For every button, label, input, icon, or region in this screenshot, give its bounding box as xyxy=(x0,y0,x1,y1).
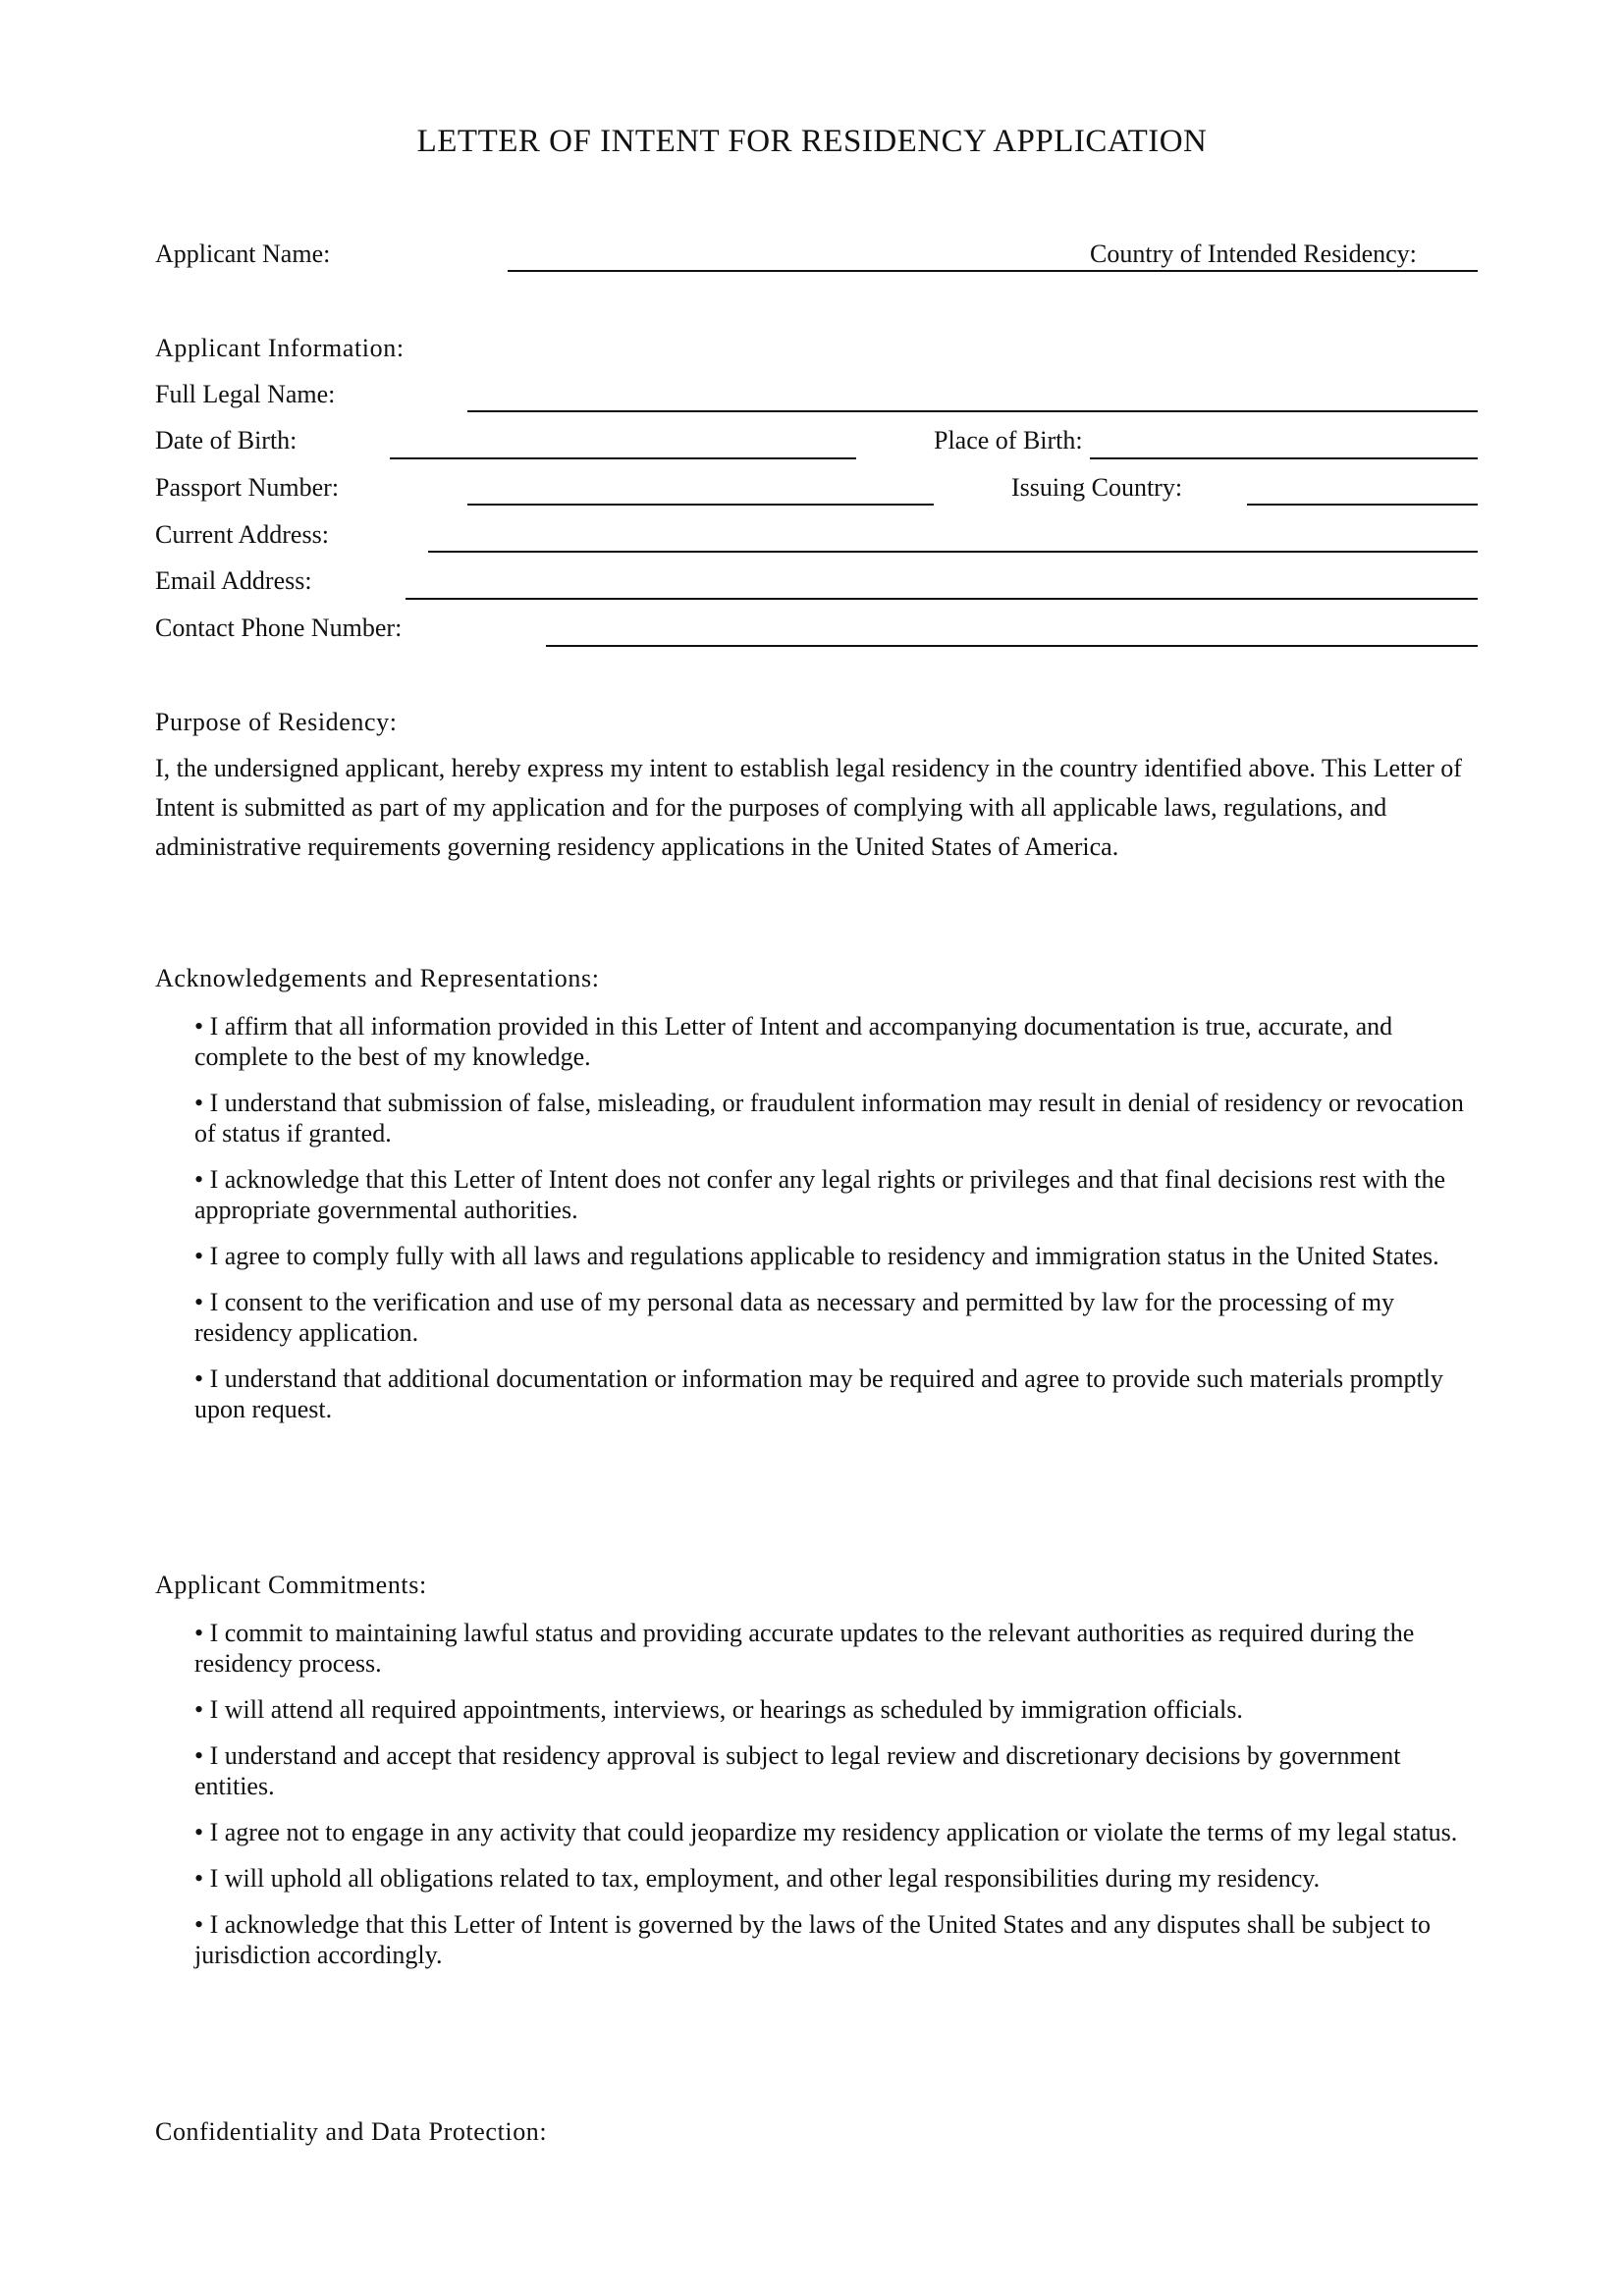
list-item: • I consent to the verification and use of my personal data as necessary and permitted by law for the processing of my residency application. xyxy=(194,1288,1395,1347)
passport-number-label: Passport Number: xyxy=(155,473,340,502)
list-item: • I understand and accept that residency approval is subject to legal review and discretionary decisions by government entities. xyxy=(194,1741,1401,1800)
commitments-heading: Applicant Commitments: xyxy=(155,1571,427,1599)
full-legal-name-label: Full Legal Name: xyxy=(155,380,336,408)
full-legal-name-field[interactable] xyxy=(467,410,1478,412)
commitments-list xyxy=(194,1618,1483,1986)
list-item: • I agree not to engage in any activity that could jeopardize my residency application or violate the terms of my legal status. xyxy=(194,1818,1458,1846)
place-of-birth-label: Place of Birth: xyxy=(934,426,1083,454)
country-of-residency-label: Country of Intended Residency: xyxy=(1090,240,1421,269)
place-of-birth-field[interactable] xyxy=(1090,457,1478,459)
list-item: • I affirm that all information provided in this Letter of Intent and accompanying documentation is true, accurate, and complete to the best of my knowledge. xyxy=(194,1012,1393,1071)
confidentiality-heading: Confidentiality and Data Protection: xyxy=(155,2117,548,2146)
purpose-heading: Purpose of Residency: xyxy=(155,708,398,736)
passport-number-field[interactable] xyxy=(467,504,934,506)
applicant-info-heading: Applicant Information: xyxy=(155,334,405,362)
purpose-paragraph: I, the undersigned applicant, hereby express my intent to establish legal residency in the country identified above. This Letter of Intent is submitted as part of my application and for the purposes of complying with all applicable laws, regulations, and administrative requirements governing residency applications in the United States of America. xyxy=(155,754,1462,861)
list-item: • I commit to maintaining lawful status and providing accurate updates to the relevant authorities as required during the residency process. xyxy=(194,1619,1415,1678)
issuing-country-label: Issuing Country: xyxy=(1011,473,1183,502)
list-item: • I acknowledge that this Letter of Intent is governed by the laws of the United States and any disputes shall be subject to jurisdiction accordingly. xyxy=(194,1910,1431,1969)
list-item: • I understand that additional documentation or information may be required and agree to provide such materials promptly upon request. xyxy=(194,1364,1443,1423)
date-of-birth-label: Date of Birth: xyxy=(155,426,298,454)
page-title: LETTER OF INTENT FOR RESIDENCY APPLICATION xyxy=(416,124,1208,159)
applicant-name-label: Applicant Name: xyxy=(155,240,331,268)
acknowledgements-list xyxy=(194,1011,1483,1440)
date-of-birth-field[interactable] xyxy=(390,457,856,459)
acknowledgements-heading: Acknowledgements and Representations: xyxy=(155,964,600,992)
issuing-country-field[interactable] xyxy=(1247,504,1478,506)
applicant-name-field[interactable] xyxy=(508,270,1478,272)
contact-phone-field[interactable] xyxy=(546,645,1478,647)
list-item: • I agree to comply fully with all laws and regulations applicable to residency and immigration status in the United States. xyxy=(194,1242,1439,1270)
current-address-label: Current Address: xyxy=(155,520,329,549)
list-item: • I understand that submission of false, misleading, or fraudulent information may result in denial of residency or revocation of status if granted. xyxy=(194,1089,1464,1148)
contact-phone-label: Contact Phone Number: xyxy=(155,614,403,642)
list-item: • I will attend all required appointments, interviews, or hearings as scheduled by immigration officials. xyxy=(194,1695,1243,1724)
current-address-field[interactable] xyxy=(428,551,1478,553)
list-item: • I acknowledge that this Letter of Intent does not confer any legal rights or privileges and that final decisions rest with the appropriate governmental authorities. xyxy=(194,1165,1446,1224)
email-address-label: Email Address: xyxy=(155,566,312,595)
email-address-field[interactable] xyxy=(406,598,1478,600)
list-item: • I will uphold all obligations related to tax, employment, and other legal responsibilities during my residency. xyxy=(194,1864,1321,1893)
